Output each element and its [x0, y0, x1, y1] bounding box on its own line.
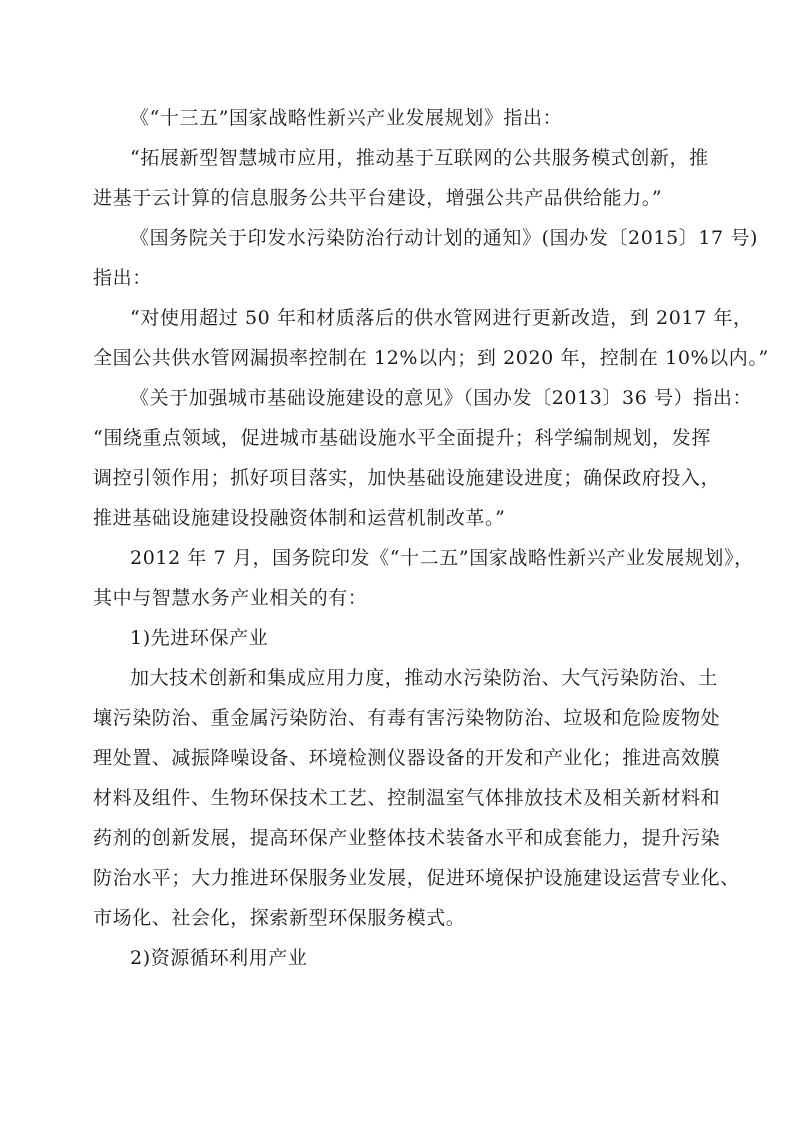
body-line: 药剂的创新发展，提高环保产业整体技术装备水平和成套能力，提升污染: [93, 827, 721, 849]
quote-line: 调控引领作用；抓好项目落实，加快基础设施建设进度；确保政府投入，: [93, 467, 721, 489]
citation-heading-13th-five-year-plan: 《“十三五”国家战略性新兴产业发展规划》指出：: [130, 107, 563, 129]
quote-line: 推进基础设施建设投融资体制和运营机制改革。”: [93, 507, 506, 529]
body-line: 市场化、社会化，探索新型环保服务模式。: [93, 907, 466, 929]
quote-line: 全国公共供水管网漏损率控制在 12%以内；到 2020 年，控制在 10%以内。”: [93, 347, 769, 369]
body-line: 理处置、减振降噪设备、环境检测仪器设备的开发和产业化；推进高效膜: [93, 747, 721, 769]
quote-line: 进基于云计算的信息服务公共平台建设，增强公共产品供给能力。”: [93, 187, 663, 209]
list-heading-advanced-environmental-industry: 1)先进环保产业: [130, 627, 269, 649]
list-heading-resource-recycling-industry: 2)资源循环利用产业: [130, 947, 308, 969]
body-line: 防治水平；大力推进环保服务业发展，促进环境保护设施建设运营专业化、: [93, 867, 740, 889]
quote-line: “对使用超过 50 年和材质落后的供水管网进行更新改造，到 2017 年，: [130, 307, 753, 329]
quote-line: “拓展新型智慧城市应用，推动基于互联网的公共服务模式创新，推: [130, 147, 709, 169]
body-line: 加大技术创新和集成应用力度，推动水污染防治、大气污染防治、土: [130, 667, 719, 689]
citation-heading-line: 指出：: [93, 267, 152, 289]
citation-heading-urban-infrastructure: 《关于加强城市基础设施建设的意见》（国办发〔2013〕36 号）指出：: [130, 387, 753, 409]
body-line: 壤污染防治、重金属污染防治、有毒有害污染物防治、垃圾和危险废物处: [93, 707, 721, 729]
body-line: 其中与智慧水务产业相关的有：: [93, 587, 368, 609]
body-line: 2012 年 7 月，国务院印发《“十二五”国家战略性新兴产业发展规划》，: [130, 547, 754, 569]
citation-heading-water-pollution-plan: 《国务院关于印发水污染防治行动计划的通知》(国办发〔2015〕17 号): [130, 227, 758, 249]
quote-line: “围绕重点领域，促进城市基础设施水平全面提升；科学编制规划，发挥: [93, 427, 711, 449]
body-line: 材料及组件、生物环保技术工艺、控制温室气体排放技术及相关新材料和: [93, 787, 721, 809]
